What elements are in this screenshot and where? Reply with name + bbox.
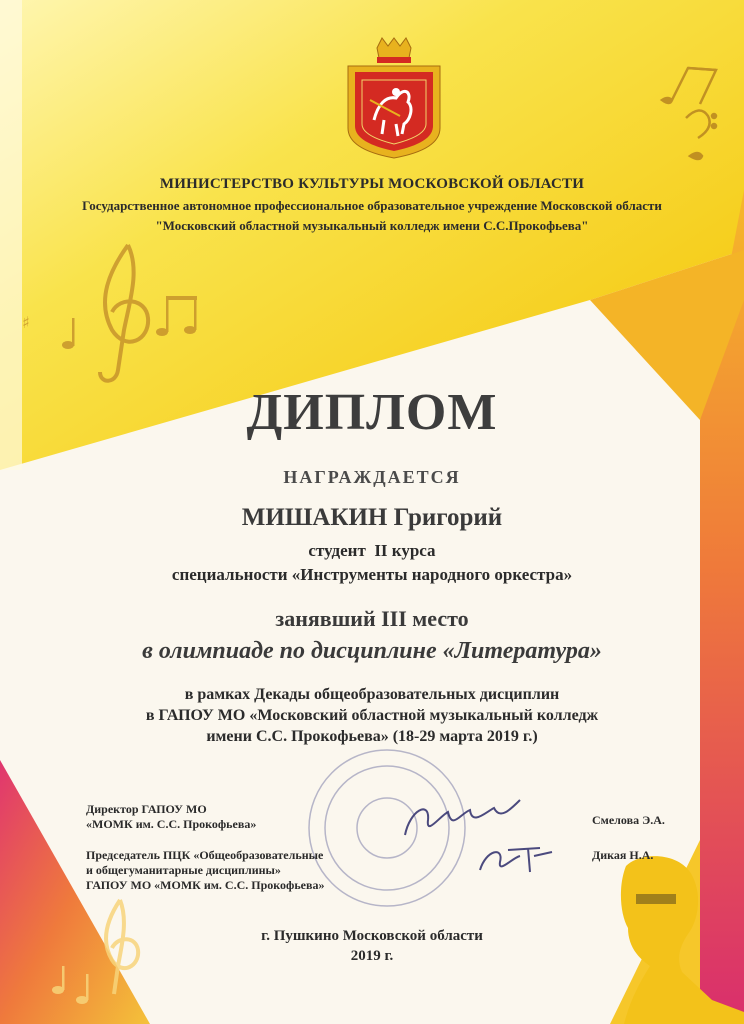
chair-title-line-1: Председатель ПЦК «Общеобразовательные — [86, 848, 324, 862]
student-course: студент II курса — [308, 541, 436, 560]
olympiad-label: в олимпиаде по дисциплине «Литература» — [142, 638, 602, 664]
chair-name: Дикая Н.А. — [592, 848, 654, 862]
signature-director — [405, 800, 520, 835]
place-label: занявший III место — [275, 606, 469, 631]
specialty: специальности «Инструменты народного оркестра» — [171, 565, 573, 584]
diploma-title: ДИПЛОМ — [246, 384, 498, 441]
ministry-title: МИНИСТЕРСТВО КУЛЬТУРЫ МОСКОВСКОЙ ОБЛАСТИ — [159, 176, 585, 192]
awarded-label: НАГРАЖДАЕТСЯ — [283, 467, 461, 487]
director-name: Смелова Э.А. — [592, 813, 665, 827]
institution-name: Государственное автономное профессиональное образовательное учреждение Московской области — [82, 198, 662, 213]
signature-chair — [480, 848, 552, 872]
footer-city: г. Пушкино Московской области — [261, 928, 483, 944]
chair-title-line-2: и общегуманитарные дисциплины» — [86, 863, 281, 877]
context-line-1: в рамках Декады общеобразовательных дисциплин — [184, 686, 560, 703]
context-line-2: в ГАПОУ МО «Московский областной музыкальный колледж — [145, 707, 599, 724]
context-line-3: имени С.С. Прокофьева» (18-29 марта 2019 г.) — [206, 728, 538, 745]
director-title-line-2: «МОМК им. С.С. Прокофьева» — [86, 817, 257, 831]
footer-year: 2019 г. — [350, 948, 394, 964]
official-stamp — [309, 750, 465, 906]
recipient-name: МИШАКИН Григорий — [241, 504, 503, 531]
svg-text:♯: ♯ — [22, 313, 30, 332]
chair-title-line-3: ГАПОУ МО «МОМК им. С.С. Прокофьева» — [86, 878, 325, 892]
director-title-line-1: Директор ГАПОУ МО — [86, 802, 207, 816]
college-name: "Московский областной музыкальный колледж имени С.С.Прокофьева" — [155, 218, 589, 233]
